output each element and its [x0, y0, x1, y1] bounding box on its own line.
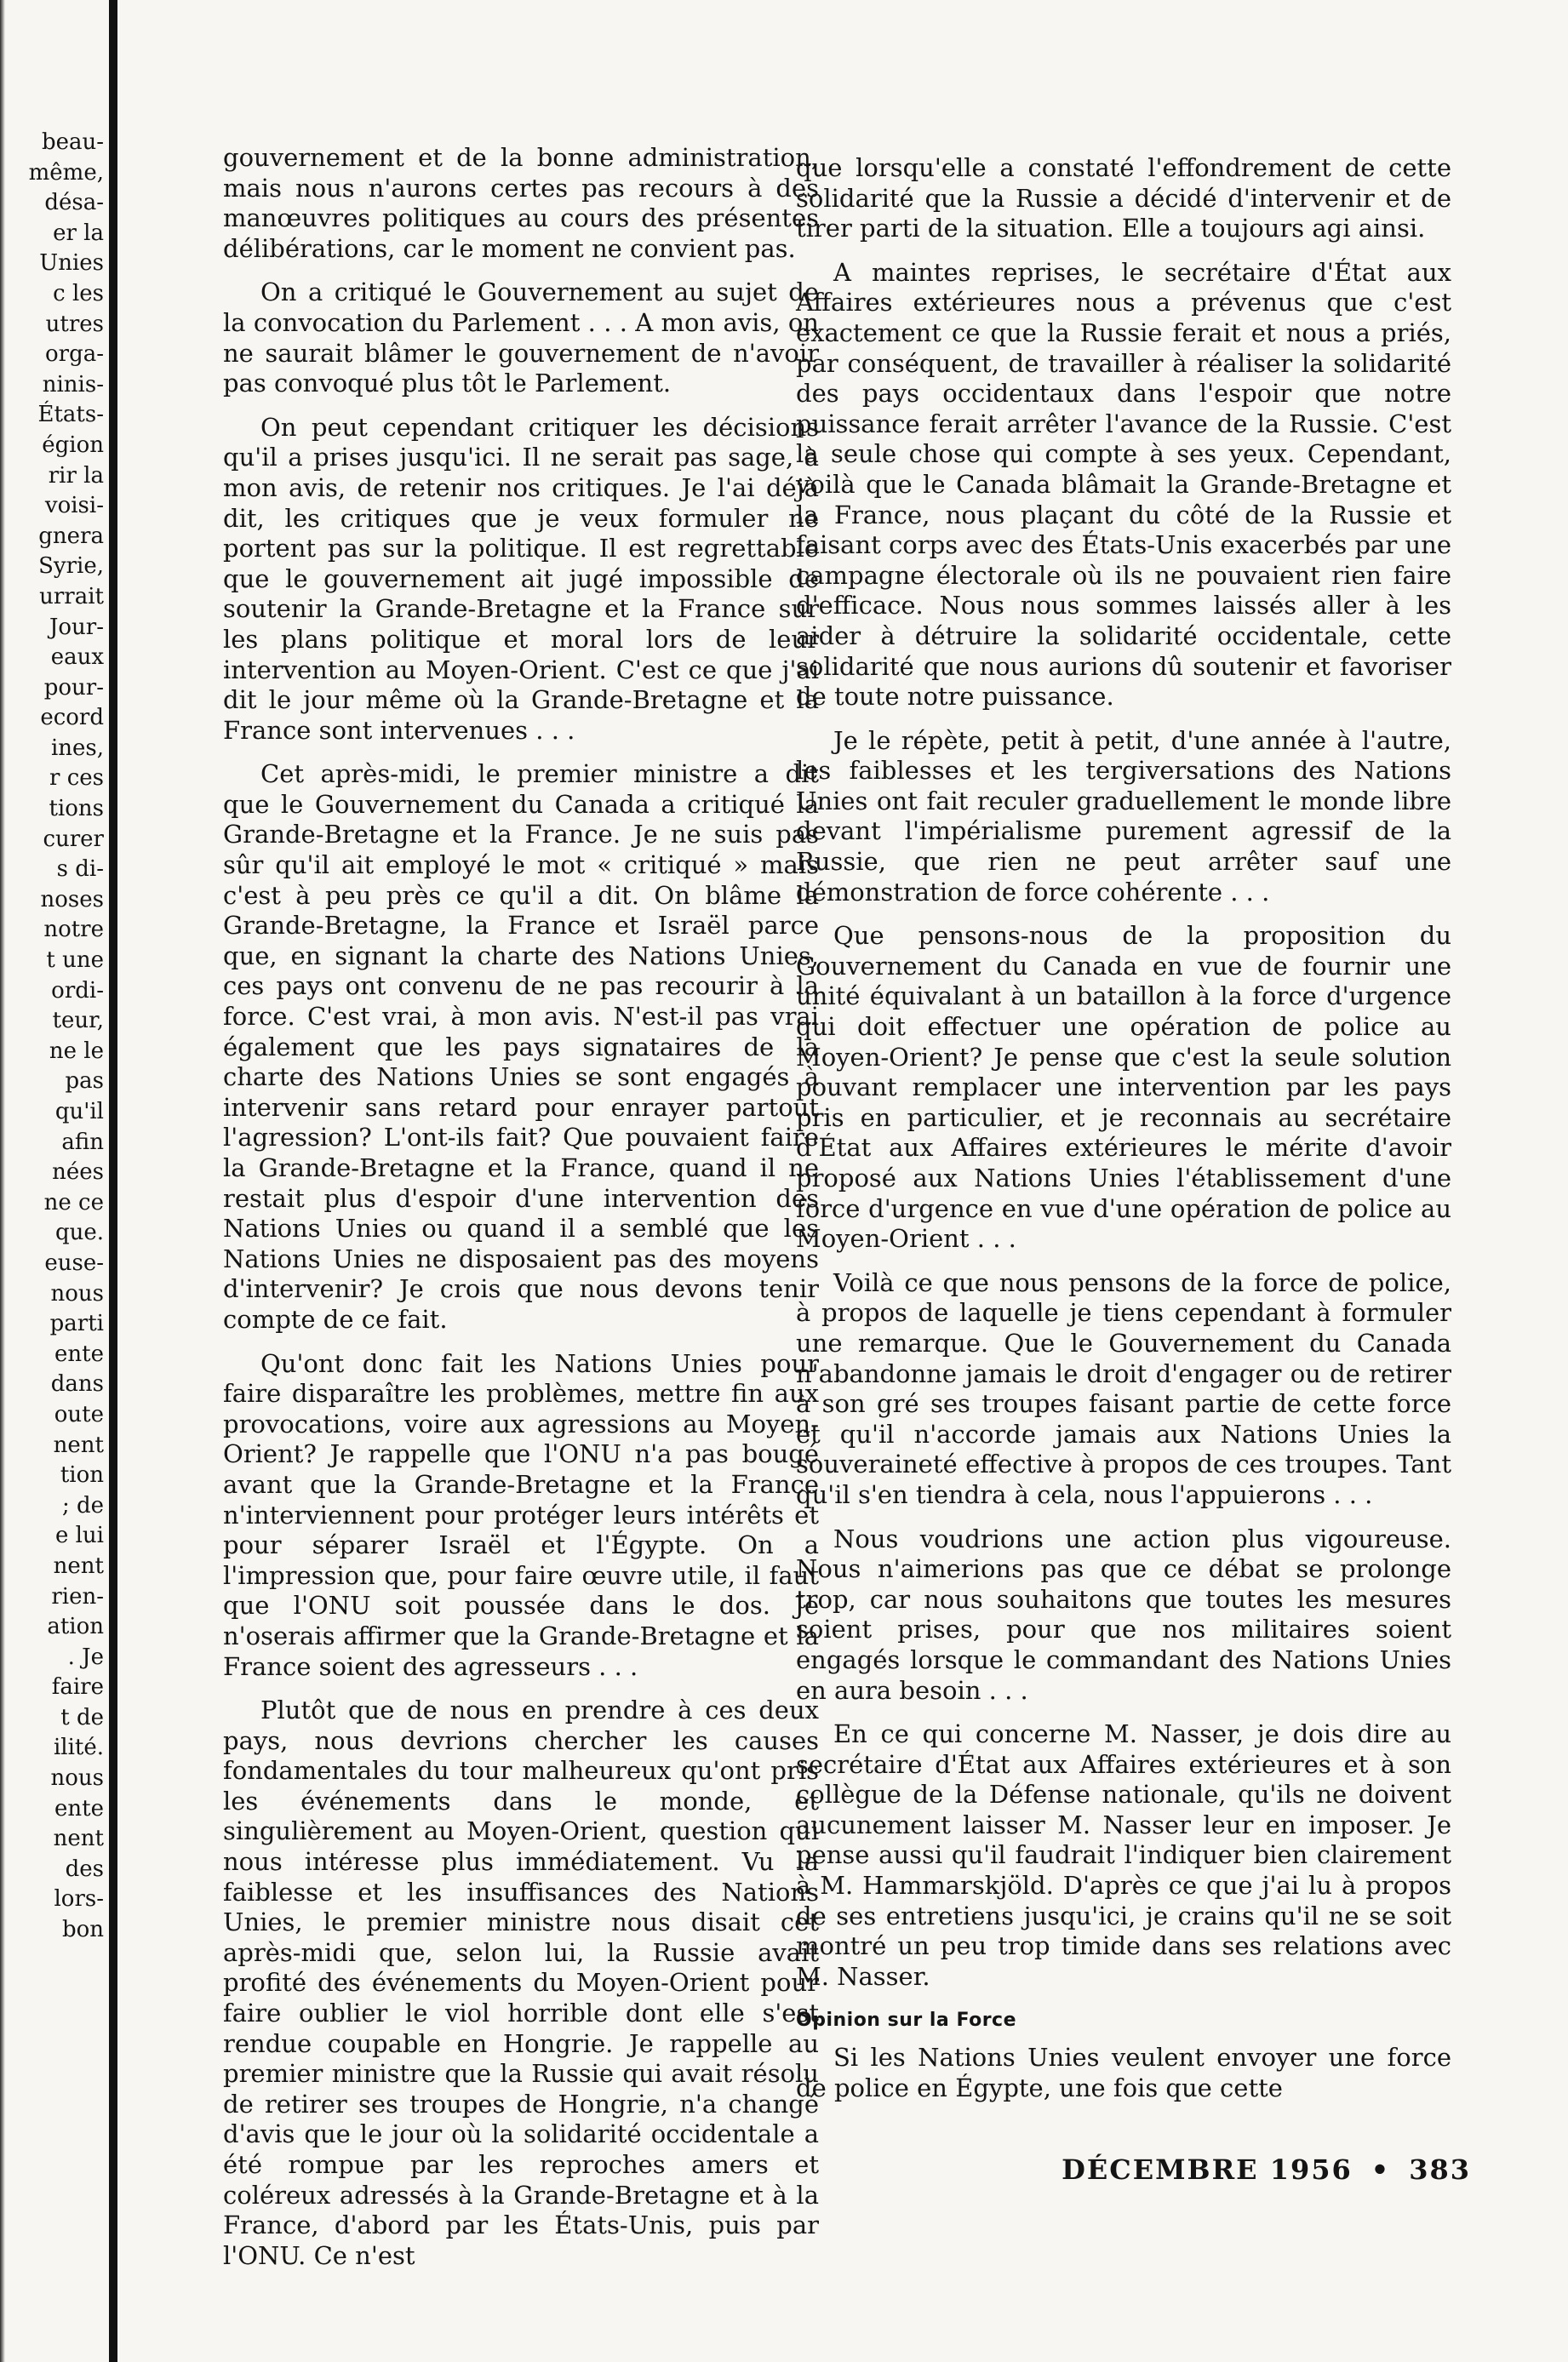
footer-date: DÉCEMBRE 1956 [1062, 2153, 1353, 2186]
section-subheading: Opinion sur la Force [796, 2010, 1017, 2032]
margin-fragment: nous [50, 1280, 104, 1307]
margin-fragment: qu'il [54, 1099, 104, 1124]
margin-fragment: ordi- [51, 977, 104, 1004]
page-number: 383 [1409, 2153, 1471, 2186]
margin-fragment: tions [49, 796, 104, 822]
margin-fragment: eaux [50, 644, 104, 671]
margin-fragment: même, [28, 159, 104, 186]
left-paragraph: On peut cependant critiquer les décisions qu'il a prises jusqu'ici. Il ne serait pas sage, à mon avis, de retenir nos critiques. Je l'ai déjà dit, les critiques que je veux formuler ne portent pas sur la politique. Il est regrettable que le gouvernement ait jugé impossible de soutenir la Grande-Bretagne et la France sur les plans politique et moral lors de leur intervention au Moyen-Orient. C'est ce que j'ai dit le jour même où la Grande-Bretagne et la France sont intervenues . . . [223, 412, 819, 745]
margin-fragment: ne ce [43, 1189, 104, 1215]
margin-fragment: égion [42, 432, 104, 458]
margin-fragment: curer [43, 826, 104, 852]
margin-fragment: nées [52, 1159, 104, 1186]
margin-fragment: nent [53, 1553, 104, 1579]
margin-fragment: ne le [49, 1038, 104, 1064]
margin-fragment: pour- [43, 674, 104, 701]
margin-fragment: ente [54, 1341, 104, 1367]
page-edge-shadow [0, 0, 5, 2362]
margin-fragment: t une [46, 947, 104, 974]
margin-fragment: parti [49, 1311, 104, 1337]
right-text-column [796, 153, 1451, 2117]
margin-fragment: ecord [40, 705, 104, 731]
margin-fragment: ente [54, 1795, 104, 1822]
margin-fragment: pas [65, 1068, 104, 1095]
margin-fragment: Syrie, [38, 553, 104, 580]
margin-fragment: nent [53, 1826, 104, 1852]
margin-fragment: rir la [48, 462, 104, 489]
margin-fragment: beau- [41, 129, 104, 155]
margin-fragment: des [65, 1856, 104, 1882]
final-paragraph: Si les Nations Unies veulent envoyer une force de police en Égypte, une fois que cette [796, 2043, 1451, 2102]
margin-fragment: gnera [38, 523, 104, 549]
right-paragraph: Je le répète, petit à petit, d'une année à l'autre, les faiblesses et les tergiversations des Nations Unies ont fait reculer graduellement le monde libre devant l'impérialisme purement agressif de la Russie, que rien ne peut arrêter sauf une démonstration de force cohérente . . . [796, 725, 1451, 906]
margin-fragment: lors- [54, 1886, 104, 1913]
right-paragraph: Que pensons-nous de la proposition du Gouvernement du Canada en vue de fournir une unité équivalant à un bataillon à la force d'urgence qui doit effectuer une opération de police au Moyen-Orient? Je pense que c'est la seule solution pouvant remplacer une intervention par les pays pris en particulier, et je reconnais au secrétaire d'État aux Affaires extérieures le mérite d'avoir proposé aux Nations Unies l'établissement d'une force d'urgence en vue d'une opération de police au Moyen-Orient . . . [796, 921, 1451, 1254]
margin-fragment: teur, [52, 1008, 104, 1034]
left-paragraph: On a critiqué le Gouvernement au sujet de la convocation du Parlement . . . A mon avis, on ne saurait blâmer le gouvernement de n'avoir pas convoqué plus tôt le Parlement. [223, 277, 819, 398]
margin-fragment: Jour- [49, 614, 104, 640]
page-footer [1045, 2153, 1471, 2186]
margin-fragment: ilité. [53, 1735, 104, 1761]
margin-fragment: er la [53, 220, 104, 246]
margin-fragment: noses [40, 886, 104, 912]
margin-fragment: afin [61, 1129, 104, 1155]
right-paragraph: Nous voudrions une action plus vigoureuse. Nous n'aimerions pas que ce débat se prolonge trop, car nous souhaitons que toutes les mesures soient prises, pour que nos militaires soient engagés lorsque le commandant des Nations Unies en aura besoin . . . [796, 1524, 1451, 1705]
margin-fragment: ation [47, 1614, 104, 1640]
margin-fragment: s di- [56, 856, 104, 883]
margin-fragment: ninis- [42, 371, 104, 397]
margin-fragment: ; de [61, 1492, 104, 1518]
footer-separator: • [1371, 2153, 1391, 2186]
margin-fragment: r ces [49, 765, 104, 792]
margin-fragment: désa- [44, 190, 104, 216]
margin-fragment: c les [53, 280, 104, 306]
margin-fragment: t de [60, 1704, 104, 1730]
left-text-column [223, 143, 819, 2285]
margin-fragment: e lui [54, 1523, 104, 1549]
previous-page-margin-text [9, 128, 104, 1946]
margin-fragment: tion [60, 1462, 104, 1489]
margin-fragment: ines, [50, 735, 104, 761]
margin-fragment: euse- [44, 1250, 104, 1276]
margin-fragment: rien- [51, 1583, 104, 1610]
left-paragraph: Plutôt que de nous en prendre à ces deux pays, nous devrions chercher les causes fondamentales du tour malheureux qu'ont pris les événements dans le monde, et singulièrement au Moyen-Orient, question qui nous intéresse plus immédiatement. Vu la faiblesse et les insuffisances des Nations Unies, le premier ministre nous disait cet après-midi que, selon lui, la Russie avait profité des événements du Moyen-Orient pour faire oublier le viol horrible dont elle s'est rendue coupable en Hongrie. Je rappelle au premier ministre que la Russie qui avait résolu de retirer ses troupes de Hongrie, n'a changé d'avis que le jour où la solidarité occidentale a été rompue par les reproches amers et coléreux adressés à la Grande-Bretagne et à la France, d'abord par les États-Unis, puis par l'ONU. Ce n'est [223, 1696, 819, 2270]
margin-fragment: Unies [39, 250, 104, 277]
right-paragraph: que lorsqu'elle a constaté l'effondrement de cette solidarité que la Russie a décidé d'intervenir et de tirer parti de la situation. Elle a toujours agi ainsi. [796, 153, 1451, 243]
right-paragraph: En ce qui concerne M. Nasser, je dois dire au secrétaire d'État aux Affaires extérieures et à son collègue de la Défense nationale, qu'ils ne doivent aucunement laisser M. Nasser leur en imposer. Je pense aussi qu'il faudrait l'indiquer bien clairement à M. Hammarskjöld. D'après ce que j'ai lu à propos de ses entretiens jusqu'ici, je crains qu'il ne se soit montré un peu trop timide dans ses relations avec M. Nasser. [796, 1719, 1451, 1991]
left-paragraph: gouvernement et de la bonne administration, mais nous n'aurons certes pas recours à des manœuvres politiques au cours des présentes délibérations, car le moment ne convient pas. [223, 143, 819, 263]
right-paragraph: Voilà ce que nous pensons de la force de police, à propos de laquelle je tiens cependant à formuler une remarque. Que le Gouvernement du Canada n'abandonne jamais le droit d'engager ou de retirer à son gré ses troupes faisant partie de cette force et qu'il n'accorde jamais aux Nations Unies la souveraineté effective à propos de ces troupes. Tant qu'il s'en tiendra à cela, nous l'appuierons . . . [796, 1267, 1451, 1509]
margin-fragment: voisi- [44, 493, 104, 519]
margin-fragment: bon [61, 1917, 104, 1943]
margin-fragment: États- [37, 402, 104, 428]
margin-fragment: urrait [39, 583, 104, 609]
margin-fragment: nous [50, 1765, 104, 1792]
margin-fragment: orga- [44, 341, 104, 368]
margin-fragment: oute [54, 1401, 104, 1427]
right-paragraph: A maintes reprises, le secrétaire d'État aux Affaires extérieures nous a prévenus que c'est exactement ce que la Russie ferait et nous a priés, par conséquent, de travailler à réaliser la solidarité des pays occidentaux dans l'espoir que notre puissance ferait arrêter l'avance de la Russie. C'est la seule chose qui compte à ses yeux. Cependant, voilà que le Canada blâmait la Grande-Bretagne et la France, nous plaçant du côté de la Russie et faisant corps avec des États-Unis exacerbés par une campagne électorale où ils ne pouvaient rien faire d'efficace. Nous nous sommes laissés aller à les aider à détruire la solidarité occidentale, cette solidarité que nous aurions dû soutenir et favoriser de toute notre puissance. [796, 257, 1451, 712]
margin-fragment: notre [43, 917, 104, 943]
margin-fragment: utres [45, 311, 104, 337]
margin-fragment: faire [51, 1674, 104, 1701]
left-paragraph: Cet après-midi, le premier ministre a dit que le Gouvernement du Canada a critiqué la Grande-Bretagne et la France. Je ne suis pas sûr qu'il ait employé le mot « critiqué » mais c'est à peu près ce qu'il a dit. On blâme la Grande-Bretagne, la France et Israël parce que, en signant la charte des Nations Unies, ces pays ont convenu de ne pas recourir à la force. C'est vrai, à mon avis. N'est-il pas vrai également que les pays signataires de la charte des Nations Unies se sont engagés à intervenir sans retard pour enrayer partout l'agression? L'ont-ils fait? Que pouvaient faire la Grande-Bretagne et la France, quand il ne restait plus d'espoir d'une intervention des Nations Unies ou quand il a semblé que les Nations Unies ne disposaient pas des moyens d'intervenir? Je crois que nous devons tenir compte de ce fait. [223, 759, 819, 1334]
binding-gutter [109, 0, 117, 2362]
margin-fragment: nent [53, 1432, 104, 1458]
left-paragraph: Qu'ont donc fait les Nations Unies pour faire disparaître les problèmes, mettre fin aux provocations, voire aux agressions au Moyen-Orient? Je rappelle que l'ONU n'a pas bougé avant que la Grande-Bretagne et la France n'interviennent pour protéger leurs intérêts et pour séparer Israël et l'Égypte. On a l'impression que, pour faire œuvre utile, il faut que l'ONU soit poussée dans le dos. Je n'oserais affirmer que la Grande-Bretagne et la France soient des agresseurs . . . [223, 1348, 819, 1681]
margin-fragment: que. [54, 1220, 104, 1246]
margin-fragment: dans [50, 1371, 104, 1398]
margin-fragment: . Je [67, 1644, 104, 1670]
